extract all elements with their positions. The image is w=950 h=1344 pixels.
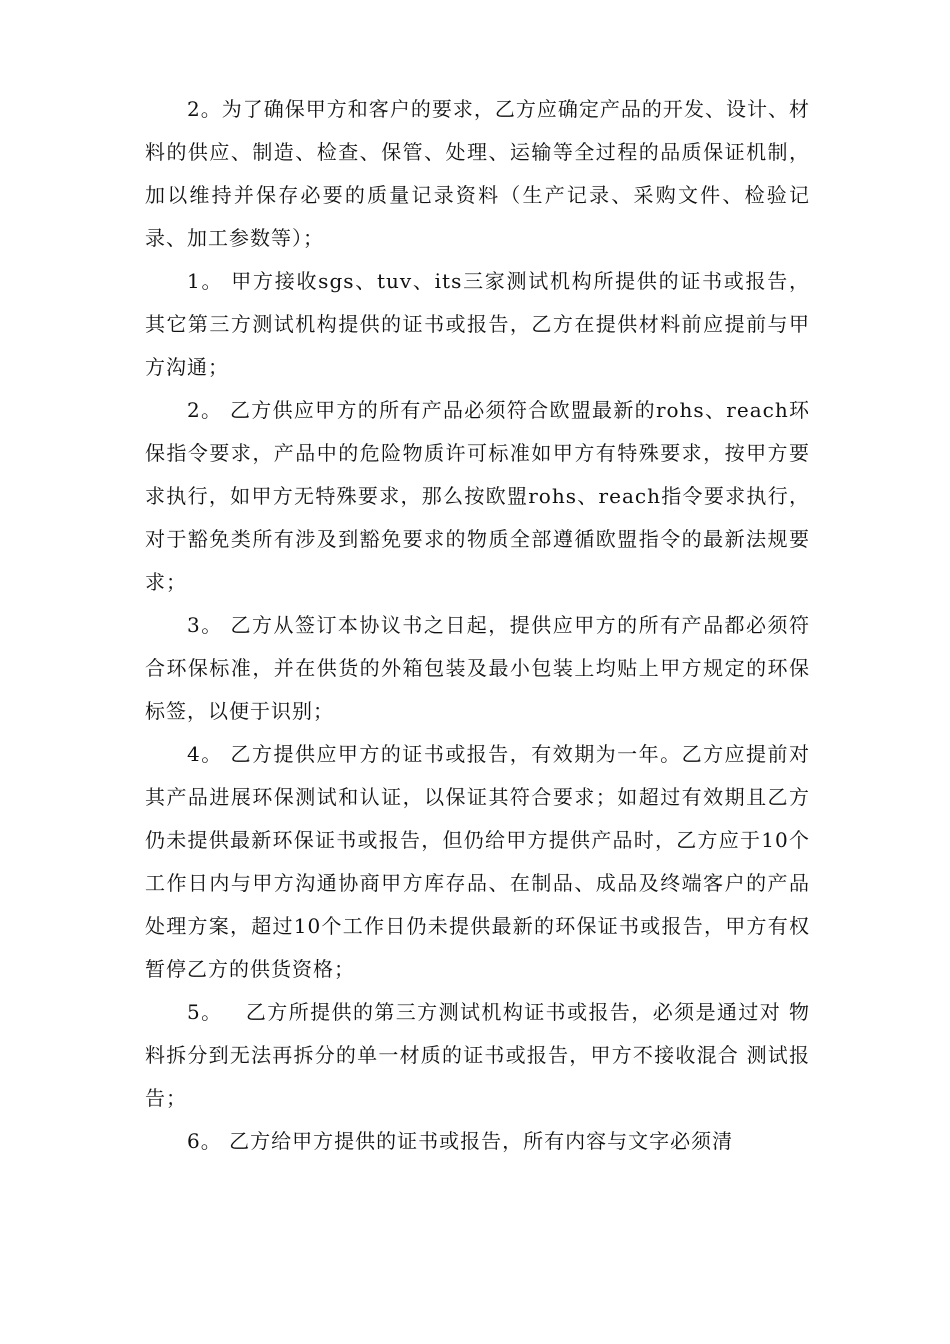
paragraph-test-agencies: 1。 甲方接收sgs、tuv、its三家测试机构所提供的证书或报告，其它第三方测试机构提供的证书或报告，乙方在提供材料前应提前与甲方沟通； [145,269,810,379]
paragraph-rohs-reach: 2。 乙方供应甲方的所有产品必须符合欧盟最新的rohs、reach环保指令要求，产品中的危险物质许可标准如甲方有特殊要求，按甲方要求执行，如甲方无特殊要求，那么按欧盟rohs、reach指令要求执行，对于豁免类所有涉及到豁免要求的物质全部遵循欧盟指令的最新法规要求； [145,398,810,594]
paragraph-certificate-validity: 4。 乙方提供应甲方的证书或报告，有效期为一年。乙方应提前对其产品进展环保测试和认证，以保证其符合要求；如超过有效期且乙方仍未提供最新环保证书或报告，但仍给甲方提供产品时，乙方应于10个工作日内与甲方沟通协商甲方库存品、在制品、成品及终端客户的产品处理方案，超过10个工作日仍未提供最新的环保证书或报告，甲方有权暂停乙方的供货资格； [145,742,810,981]
paragraph-environmental-label: 3。 乙方从签订本协议书之日起，提供应甲方的所有产品都必须符合环保标准，并在供货的外箱包装及最小包装上均贴上甲方规定的环保标签，以便于识别； [145,613,810,723]
paragraph-quality-assurance: 2。为了确保甲方和客户的要求，乙方应确定产品的开发、设计、材料的供应、制造、检查、保管、处理、运输等全过程的品质保证机制，加以维持并保存必要的质量记录资料（生产记录、采购文件、检验记录、加工参数等）； [145,97,810,250]
paragraph-single-material-report: 5。 乙方所提供的第三方测试机构证书或报告，必须是通过对 物料拆分到无法再拆分的单一材质的证书或报告，甲方不接收混合 测试报告； [145,1000,810,1110]
document-body [145,88,810,1163]
paragraph-report-clarity: 6。 乙方给甲方提供的证书或报告，所有内容与文字必须清 [187,1129,734,1153]
